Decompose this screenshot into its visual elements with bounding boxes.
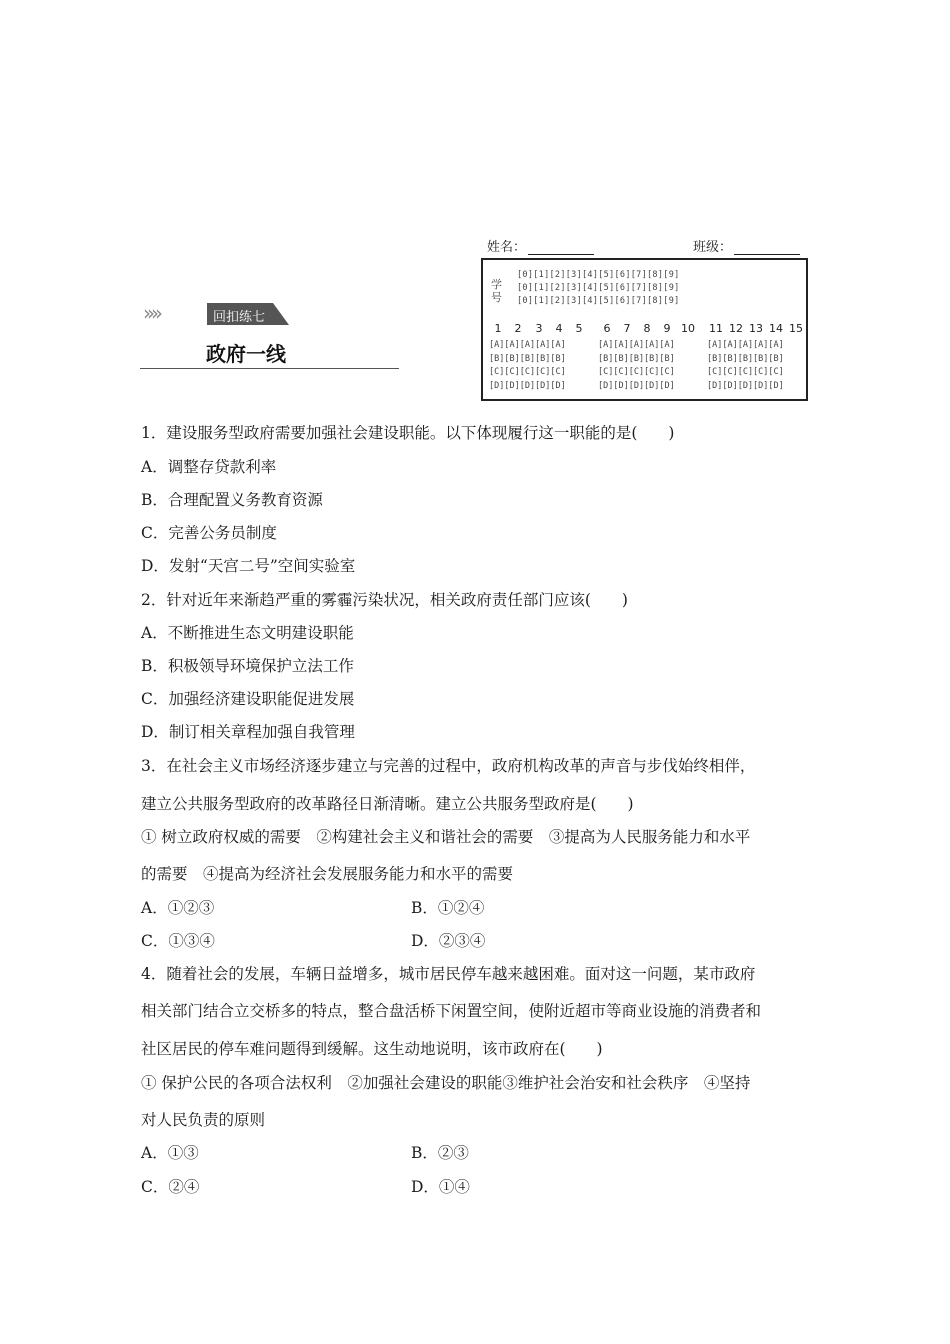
- question-number: 8: [643, 322, 651, 335]
- question-2-option-a: A．不断推进生态文明建设职能: [141, 624, 354, 642]
- question-1-stem: 1．建设服务型政府需要加强社会建设职能。以下体现履行这一职能的是( ): [141, 424, 675, 442]
- question-4-items: ① 保护公民的各项合法权利 ②加强社会建设的职能③维护社会治安和社会秩序 ④坚持: [141, 1074, 751, 1092]
- student-id-label: 学号: [491, 278, 502, 304]
- question-2-option-b: B．积极领导环境保护立法工作: [141, 657, 354, 675]
- option-group-1-5: [489, 339, 566, 393]
- question-3-items: ① 树立政府权威的需要 ②构建社会主义和谐社会的需要 ③提高为人民服务能力和水平: [141, 828, 751, 846]
- option-row: [A][A][A][A][A]: [598, 340, 675, 350]
- question-number: 1: [494, 322, 502, 335]
- option-row: [B][B][B][B][B]: [489, 353, 566, 364]
- option-row: [C][C][C][C][C]: [598, 367, 675, 377]
- question-number: 3: [535, 322, 543, 335]
- question-3-items: 的需要 ④提高为经济社会发展服务能力和水平的需要: [141, 865, 514, 883]
- question-number: 11: [709, 322, 723, 335]
- option-row: [B][B][B][B][B]: [598, 353, 675, 364]
- question-1-option-a: A．调整存贷款利率: [141, 458, 277, 476]
- question-1-option-d: D．发射“天宫二号”空间实验室: [141, 557, 356, 575]
- question-number: 5: [575, 322, 583, 335]
- question-number: 15: [789, 322, 803, 335]
- class-field: [693, 236, 800, 255]
- question-4-stem: 4．随着社会的发展，车辆日益增多，城市居民停车越来越困难。面对这一问题，某市政府: [141, 965, 756, 983]
- question-number: 10: [681, 322, 695, 335]
- question-number: 12: [729, 322, 743, 335]
- question-1-option-b: B．合理配置义务教育资源: [141, 491, 323, 509]
- question-4-items: 对人民负责的原则: [141, 1111, 266, 1129]
- option-group-11-15: [707, 339, 784, 393]
- question-3-stem: 建立公共服务型政府的改革路径日渐清晰。建立公共服务型政府是( ): [141, 795, 634, 813]
- option-row: [A][A][A][A][A]: [489, 340, 566, 350]
- option-row: [D][D][D][D][D]: [707, 380, 784, 391]
- name-blank: [528, 241, 594, 255]
- question-4-option-a: A．①③: [141, 1144, 199, 1162]
- section-tag-label: 回扣练七: [213, 310, 266, 325]
- section-title: 政府一线: [206, 342, 286, 366]
- option-row: [D][D][D][D][D]: [489, 380, 566, 391]
- student-id-digit-row: [0][1][2][3][4][5][6][7][8][9]: [517, 296, 680, 306]
- question-number: 6: [603, 322, 611, 335]
- section-tag: [207, 303, 289, 325]
- option-row: [C][C][C][C][C]: [707, 367, 784, 377]
- option-group-6-10: [598, 339, 675, 393]
- question-1-option-c: C．完善公务员制度: [141, 524, 277, 542]
- question-number: 4: [555, 322, 563, 335]
- option-row: [C][C][C][C][C]: [489, 367, 566, 377]
- student-id-digit-row: [0][1][2][3][4][5][6][7][8][9]: [517, 283, 680, 293]
- student-id-digit-row: [0][1][2][3][4][5][6][7][8][9]: [517, 270, 680, 280]
- question-3-option-b: B．①②④: [411, 899, 485, 917]
- class-blank: [734, 241, 800, 255]
- question-4-option-c: C．②④: [141, 1178, 200, 1196]
- option-row: [B][B][B][B][B]: [707, 353, 784, 364]
- question-2-stem: 2．针对近年来渐趋严重的雾霾污染状况，相关政府责任部门应该( ): [141, 591, 628, 609]
- name-field: [487, 236, 594, 255]
- question-4-stem: 相关部门结合立交桥多的特点，整合盘活桥下闲置空间，使附近超市等商业设施的消费者和: [141, 1002, 762, 1020]
- question-2-option-c: C．加强经济建设职能促进发展: [141, 690, 355, 708]
- answer-sheet: [481, 258, 808, 401]
- question-3-option-a: A．①②③: [141, 899, 215, 917]
- question-3-option-d: D．②③④: [411, 932, 486, 950]
- option-row: [D][D][D][D][D]: [598, 380, 675, 391]
- question-4-option-b: B．②③: [411, 1144, 469, 1162]
- question-number: 9: [663, 322, 671, 335]
- question-number: 13: [749, 322, 763, 335]
- question-3-option-c: C．①③④: [141, 932, 215, 950]
- question-3-stem: 3．在社会主义市场经济逐步建立与完善的过程中，政府机构改革的声音与步伐始终相伴，: [141, 757, 756, 775]
- name-label: 姓名：: [487, 240, 527, 255]
- class-label: 班级：: [693, 240, 733, 255]
- title-divider: [140, 368, 399, 369]
- question-4-stem: 社区居民的停车难问题得到缓解。这生动地说明，该市政府在( ): [141, 1040, 603, 1058]
- option-row: [A][A][A][A][A]: [707, 340, 784, 350]
- chevron-icon: ››››: [143, 301, 159, 325]
- question-number: 2: [514, 322, 522, 335]
- question-number-row: [483, 322, 806, 336]
- question-number: 7: [623, 322, 631, 335]
- question-number: 14: [769, 322, 783, 335]
- question-4-option-d: D．①④: [411, 1178, 470, 1196]
- question-2-option-d: D．制订相关章程加强自我管理: [141, 723, 355, 741]
